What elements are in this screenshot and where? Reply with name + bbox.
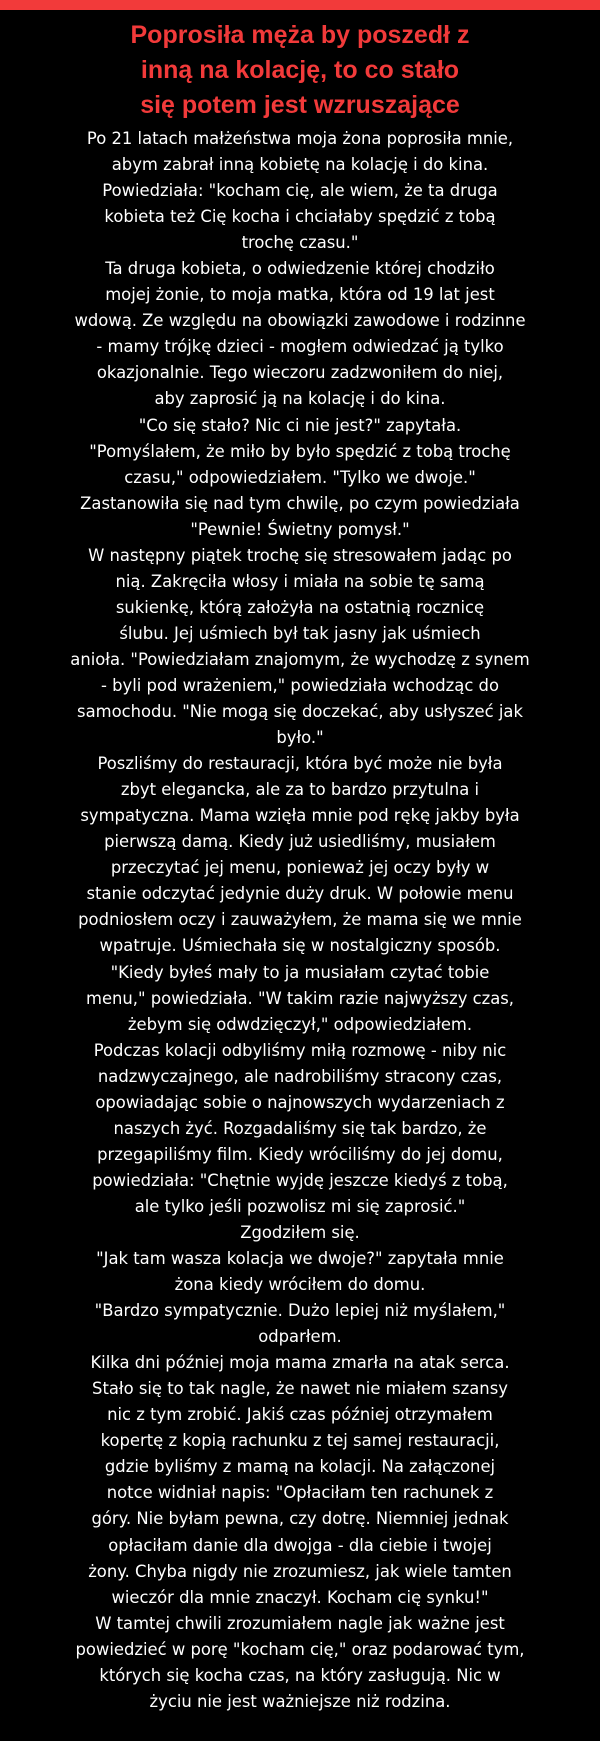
story-line: Ta druga kobieta, o odwiedzenie której chodziło (105, 259, 495, 279)
story-line: wdową. Ze względu na obowiązki zawodowe i rodzinne (74, 311, 526, 331)
story-line: gdzie byliśmy z mamą na kolacji. Na załączonej (104, 1457, 496, 1477)
story-line: góry. Nie byłam pewna, czy dotrę. Niemniej jednak (91, 1509, 509, 1529)
story-line: pierwszą damą. Kiedy już usiedliśmy, musiałem (104, 832, 496, 852)
story-line: Zgodziłem się. (240, 1222, 360, 1242)
story-line: czasu," odpowiedziałem. "Tylko we dwoje." (124, 467, 476, 487)
story-line: nią. Zakręciła włosy i miała na sobie tę samą (115, 571, 485, 591)
story-line: Zastanowiła się nad tym chwilę, po czym powiedziała (80, 493, 520, 513)
headline-line: się potem jest wzruszające (140, 91, 460, 119)
story-line: - mamy trójkę dzieci - mogłem odwiedzać ją tylko (96, 337, 504, 357)
story-line: przegapiliśmy film. Kiedy wróciliśmy do jej domu, (97, 1144, 503, 1164)
story-line: notce widniał napis: "Opłaciłam ten rachunek z (106, 1483, 494, 1503)
story-line: samochodu. "Nie mogą się doczekać, aby usłyszeć jak (77, 702, 523, 722)
story-line: Poszliśmy do restauracji, która być może nie była (97, 754, 503, 774)
story-line: W tamtej chwili zrozumiałem nagle jak ważne jest (95, 1613, 505, 1633)
story-line: kopertę z kopią rachunku z tej samej restauracji, (100, 1431, 500, 1451)
top-accent-bar (0, 0, 600, 10)
story-line: ale tylko jeśli pozwolisz mi się zaprosić." (134, 1196, 466, 1216)
headline-line: Poprosiła męża by poszedł z (130, 21, 470, 49)
story-line: trochę czasu." (241, 233, 359, 253)
story-line: Kilka dni później moja mama zmarła na atak serca. (90, 1353, 510, 1373)
story-line: wieczór dla mnie znaczył. Kocham cię synku!" (111, 1587, 489, 1607)
story-line: zbyt elegancka, ale za to bardzo przytulna i (120, 780, 480, 800)
headline (20, 18, 580, 123)
story-line: powiedziała: "Chętnie wyjdę jeszcze kiedyś z tobą, (92, 1170, 508, 1190)
story-text (14, 126, 586, 1715)
story-line: W następny piątek trochę się stresowałem jadąc po (88, 545, 512, 565)
story-line: których się kocha czas, na który zasługują. Nic w (99, 1665, 501, 1685)
story-line: opowiadając sobie o najnowszych wydarzeniach z (95, 1092, 505, 1112)
story-line: kobieta też Cię kocha i chciałaby spędzić z tobą (104, 207, 496, 227)
story-line: - byli pod wrażeniem," powiedziała wchodząc do (101, 675, 499, 695)
story-line: Po 21 latach małżeństwa moja żona poprosiła mnie, (86, 129, 514, 148)
story-line: nic z tym zrobić. Jakiś czas później otrzymałem (107, 1405, 493, 1425)
story-line: wpatruje. Uśmiechała się w nostalgiczny sposób. (99, 936, 501, 956)
story-line: anioła. "Powiedziałam znajomym, że wychodzę z synem (70, 649, 530, 669)
story-line: stanie odczytać jedynie duży druk. W połowie menu (86, 884, 514, 904)
story-line: "Co się stało? Nic ci nie jest?" zapytała. (138, 415, 462, 435)
story-line: sympatyczna. Mama wzięła mnie pod rękę jakby była (80, 806, 520, 826)
headline-line: inną na kolację, to co stało (140, 56, 460, 84)
story-line: menu," powiedziała. "W takim razie najwyższy czas, (85, 988, 515, 1008)
story-line: "Jak tam wasza kolacja we dwoje?" zapytała mnie (96, 1249, 504, 1269)
story-line: opłaciłam danie dla dwojga - dla ciebie i twojej (108, 1535, 492, 1555)
story-line: aby zaprosić ją na kolację i do kina. (154, 389, 446, 409)
story-line: "Kiedy byłeś mały to ja musiałam czytać tobie (110, 962, 490, 982)
story-line: naszych żyć. Rozgadaliśmy się tak bardzo, że (113, 1118, 487, 1138)
story-line: żony. Chyba nigdy nie zrozumiesz, jak wiele tamten (88, 1561, 512, 1581)
story-line: mojej żonie, to moja matka, która od 19 lat jest (105, 285, 495, 305)
story-line: "Bardzo sympatycznie. Dużo lepiej niż myślałem," (94, 1301, 506, 1321)
story-line: przeczytać jej menu, ponieważ jej oczy były w (110, 858, 490, 878)
story-line: powiedzieć w porę "kocham cię," oraz podarować tym, (75, 1639, 525, 1659)
story-line: było." (276, 728, 324, 748)
story-line: odparłem. (258, 1327, 342, 1347)
story-line: okazjonalnie. Tego wieczoru zadzwoniłem do niej, (96, 363, 504, 383)
story-line: Stało się to tak nagle, że nawet nie miałem szansy (92, 1379, 508, 1399)
story-line: żebym się odwdzięczył," odpowiedziałem. (127, 1014, 473, 1034)
story-line: sukienkę, którą założyła na ostatnią rocznicę (115, 597, 485, 617)
story-line: Powiedziała: "kocham cię, ale wiem, że ta druga (102, 181, 498, 201)
story-line: Podczas kolacji odbyliśmy miłą rozmowę - niby nic (93, 1040, 507, 1060)
story-line: żona kiedy wróciłem do domu. (174, 1275, 426, 1295)
story-line: "Pomyślałem, że miło by było spędzić z tobą trochę (89, 441, 511, 461)
story-line: podniosłem oczy i zauważyłem, że mama się we mnie (78, 910, 522, 930)
story-line: ślubu. Jej uśmiech był tak jasny jak uśmiech (119, 623, 481, 643)
story-line: abym zabrał inną kobietę na kolację i do kina. (111, 155, 489, 175)
story-line: "Pewnie! Świetny pomysł." (190, 519, 410, 539)
story-line: nadzwyczajnego, ale nadrobiliśmy stracony czas, (97, 1066, 503, 1086)
story-line: życiu nie jest ważniejsze niż rodzina. (149, 1691, 451, 1711)
